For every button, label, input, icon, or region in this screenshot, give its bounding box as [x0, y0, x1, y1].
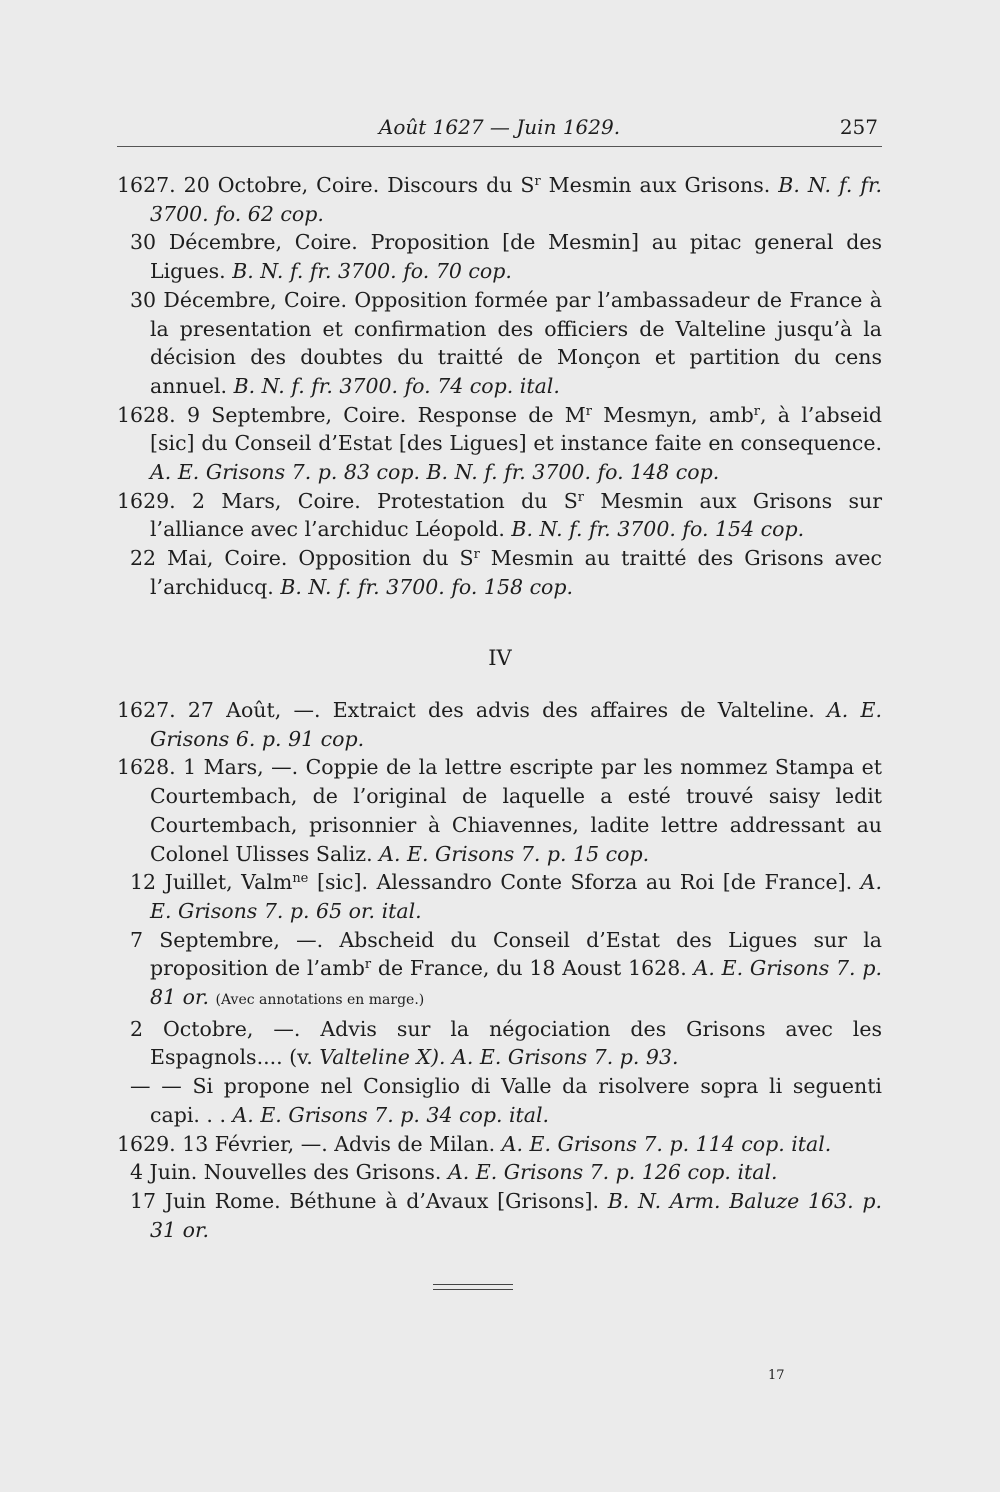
entry-text: Mesmyn, amb	[592, 402, 754, 427]
entry-text: Mesmin aux Grisons.	[540, 173, 771, 197]
entry-reference: A. E. Grisons 7. p. 114 cop. ital.	[501, 1131, 832, 1156]
entry-text: Coppie de la lettre escripte par les nommez Stampa et Courtembach, de l’original de laquelle a esté trouvé saisy ledit Courtembach, prisonnier à Chiavennes, ladite lettre addressant au Colonel Ulisses Saliz.	[150, 755, 882, 866]
section-heading: IV	[488, 646, 512, 670]
entry-list-section-1	[117, 171, 882, 602]
entry-text: Protestation du S	[377, 488, 578, 513]
list-item	[117, 1015, 882, 1072]
header-rule	[117, 146, 882, 147]
entry-reference: A. E. Grisons 7. p. 83 cop. B. N. f. fr. 3700. fo. 148 cop.	[150, 460, 720, 485]
entry-text: Si propone nel Consiglio di Valle da risolvere sopra li seguenti capi. . .	[150, 1074, 882, 1127]
superscript: r	[534, 174, 541, 189]
entry-text: Discours du S	[387, 173, 535, 197]
entry-reference: A. E. Grisons 7. p. 65 or. ital.	[150, 870, 882, 923]
superscript: r	[753, 403, 760, 419]
entry-reference: A. E. Grisons 7. p. 126 cop. ital.	[447, 1160, 778, 1185]
entry-date: 4 Juin.	[130, 1160, 198, 1185]
entry-date: 30 Décembre, Coire.	[130, 287, 348, 312]
entry-text: Proposition [de Mesmin] au pitac general des Ligues.	[150, 230, 882, 284]
entry-text: Advis sur la négociation des Grisons avec les Espagnols.... (v.	[150, 1016, 882, 1070]
list-item	[117, 228, 882, 285]
entry-text: Response de M	[417, 402, 586, 427]
list-item	[117, 1158, 882, 1187]
list-item	[117, 1072, 882, 1129]
annotation-note: (Avec annotations en marge.)	[215, 992, 425, 1009]
superscript: ne	[292, 871, 309, 887]
entry-date: 22 Mai, Coire.	[130, 546, 288, 571]
entry-text: Béthune à d’Avaux [Grisons].	[289, 1188, 599, 1213]
list-item	[117, 868, 882, 925]
list-item	[117, 1187, 882, 1244]
entry-text: Extraict des advis des affaires de Valteline.	[332, 698, 815, 722]
entry-date: 1629. 2 Mars, Coire.	[117, 488, 361, 513]
entry-reference: B. N. f. fr. 3700. fo. 62 cop.	[150, 173, 883, 226]
entry-text: Mesmin au traitté des Grisons avec l’archiducq.	[150, 546, 882, 599]
entry-text: Advis de Milan.	[334, 1131, 496, 1156]
list-item	[117, 487, 882, 544]
list-item	[117, 926, 882, 1015]
entry-reference: B. N. Arm. Baluze 163. p. 31 or.	[150, 1188, 882, 1242]
entry-text: Abscheid du Conseil d’Estat des Ligues sur la proposition de l’amb	[150, 927, 882, 981]
list-item	[117, 286, 882, 401]
entry-date: 12 Juillet, Valm	[130, 870, 293, 895]
superscript: r	[585, 403, 592, 419]
entry-date: 7 Septembre, —.	[130, 927, 324, 952]
entry-date: 1627. 20 Octobre, Coire.	[117, 173, 380, 197]
list-item	[117, 1130, 882, 1159]
entry-text: [sic]. Alessandro Conte Sforza au Roi [de France].	[308, 870, 853, 895]
entry-date: 1629. 13 Février, —.	[117, 1131, 328, 1156]
entry-text: de France, du 18 Aoust 1628.	[371, 956, 687, 981]
list-item	[117, 753, 882, 868]
entry-reference: B. N. f. fr. 3700. fo. 74 cop. ital.	[233, 373, 560, 398]
list-item	[117, 171, 882, 228]
entry-reference: A. E. Grisons 7. p. 34 cop. ital.	[232, 1102, 550, 1127]
entry-text: , à l’abseid [sic] du Conseil d’Estat [des Ligues] et instance faite en consequence.	[150, 402, 882, 456]
list-item	[117, 401, 882, 487]
entry-date: 1627. 27 Août, —.	[117, 698, 321, 722]
entry-date: 1628. 1 Mars, —.	[117, 755, 299, 780]
entry-reference: B. N. f. fr. 3700. fo. 70 cop.	[232, 259, 512, 284]
superscript: r	[364, 957, 372, 973]
entry-text: Opposition du S	[298, 546, 474, 571]
entry-text: Mesmin aux Grisons sur l’alliance avec l’archiduc Léopold.	[150, 488, 882, 542]
signature-mark: 17	[768, 1368, 785, 1383]
entry-reference: A. E. Grisons 7. p. 15 cop.	[379, 841, 650, 866]
superscript: r	[473, 547, 480, 563]
running-head	[117, 115, 882, 145]
entry-reference: B. N. f. fr. 3700. fo. 158 cop.	[280, 574, 574, 599]
entry-text: Nouvelles des Grisons.	[203, 1160, 442, 1185]
entry-date: 2 Octobre, —.	[130, 1016, 301, 1041]
closing-double-rule	[433, 1284, 513, 1290]
entry-date: 17 Juin Rome.	[130, 1188, 281, 1213]
entry-reference: A. E. Grisons 7. p. 81 or.	[150, 956, 882, 1010]
running-head-title: Août 1627 — Juin 1629.	[378, 115, 621, 139]
entry-date: — —	[130, 1074, 182, 1099]
entry-reference: B. N. f. fr. 3700. fo. 154 cop.	[511, 517, 805, 542]
list-item	[117, 544, 882, 601]
superscript: r	[577, 489, 585, 505]
entry-list-section-2	[117, 696, 882, 1244]
entry-reference: A. E. Grisons 6. p. 91 cop.	[150, 698, 882, 751]
entry-text: Opposition formée par l’ambassadeur de France à la presentation et confirmation des officiers de Valteline jusqu’à la décision des doubtes du traitté de Monçon et partition du cens annuel.	[150, 287, 882, 398]
entry-date: 30 Décembre, Coire.	[130, 230, 358, 255]
page-number: 257	[839, 115, 878, 139]
entry-reference: Valteline X). A. E. Grisons 7. p. 93.	[319, 1045, 679, 1070]
list-item	[117, 696, 882, 753]
entry-date: 1628. 9 Septembre, Coire.	[117, 402, 407, 427]
